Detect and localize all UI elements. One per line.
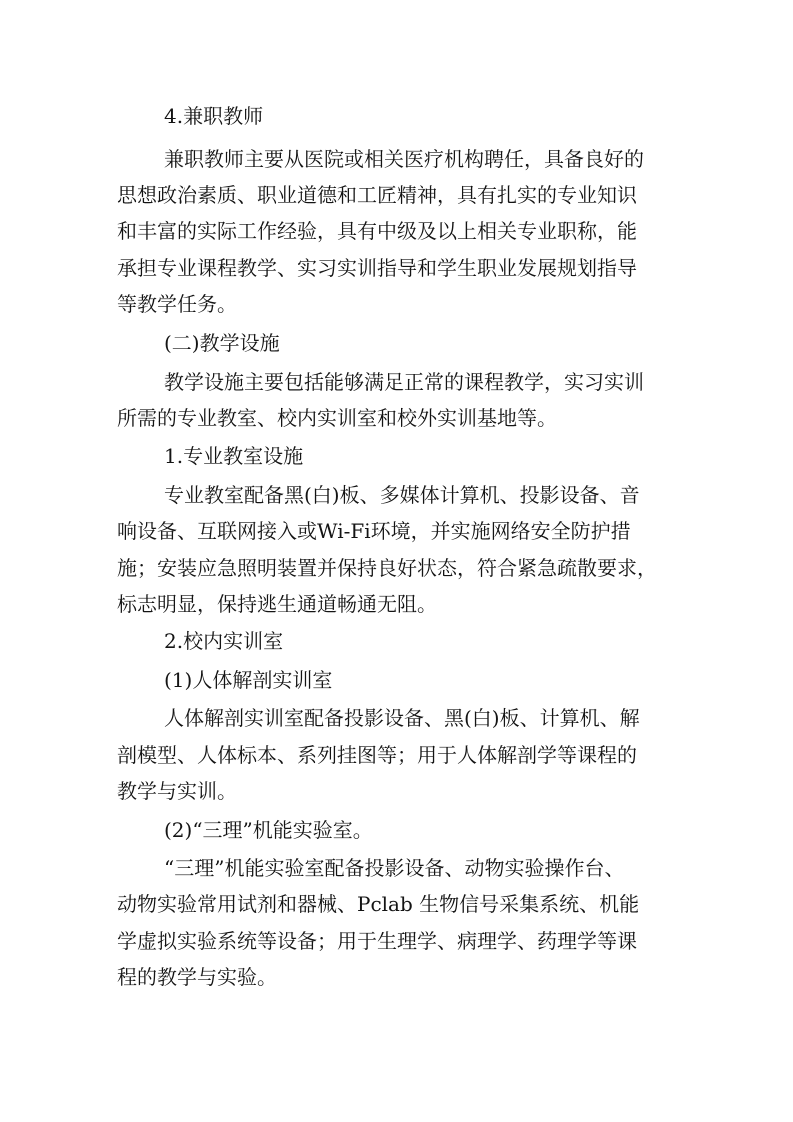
heading-part-time-teachers: 4.兼职教师 <box>164 104 264 128</box>
paragraph-line: 标志明显，保持逃生通道畅通无阻。 <box>117 592 437 616</box>
paragraph-line: 教学与实训。 <box>117 779 237 803</box>
paragraph-line: “三理”机能实验室配备投影设备、动物实验操作台、 <box>164 856 625 880</box>
paragraph-line: 施；安装应急照明装置并保持良好状态，符合紧急疏散要求， <box>117 556 657 580</box>
paragraph-line: 思想政治素质、职业道德和工匠精神，具有扎实的专业知识 <box>117 183 637 207</box>
paragraph-line: 教学设施主要包括能够满足正常的课程教学，实习实训 <box>164 370 644 394</box>
heading-anatomy-lab: (1)人体解剖实训室 <box>164 668 333 692</box>
paragraph-line: 和丰富的实际工作经验，具有中级及以上相关专业职称，能 <box>117 219 637 243</box>
heading-on-campus-training-rooms: 2.校内实训室 <box>164 629 284 653</box>
heading-function-lab: (2)“三理”机能实验室。 <box>164 818 373 842</box>
heading-teaching-facilities: (二)教学设施 <box>164 331 280 355</box>
paragraph-line: 所需的专业教室、校内实训室和校外实训基地等。 <box>117 406 557 430</box>
paragraph-line: 程的教学与实验。 <box>117 965 277 989</box>
paragraph-line: 人体解剖实训室配备投影设备、黑(白)板、计算机、解 <box>164 706 640 730</box>
paragraph-line: 承担专业课程教学、实习实训指导和学生职业发展规划指导 <box>117 256 637 280</box>
paragraph-line: 等教学任务。 <box>117 292 237 316</box>
paragraph-line: 学虚拟实验系统等设备；用于生理学、病理学、药理学等课 <box>117 929 637 953</box>
paragraph-line: 剖模型、人体标本、系列挂图等；用于人体解剖学等课程的 <box>117 743 637 767</box>
paragraph-line: 专业教室配备黑(白)板、多媒体计算机、投影设备、音 <box>164 483 640 507</box>
heading-classroom-facilities: 1.专业教室设施 <box>164 444 304 468</box>
paragraph-line: 响设备、互联网接入或Wi-Fi环境，并实施网络安全防护措 <box>117 519 631 543</box>
paragraph-line: 动物实验常用试剂和器械、Pclab 生物信号采集系统、机能 <box>117 892 640 916</box>
paragraph-line: 兼职教师主要从医院或相关医疗机构聘任，具备良好的 <box>164 147 644 171</box>
